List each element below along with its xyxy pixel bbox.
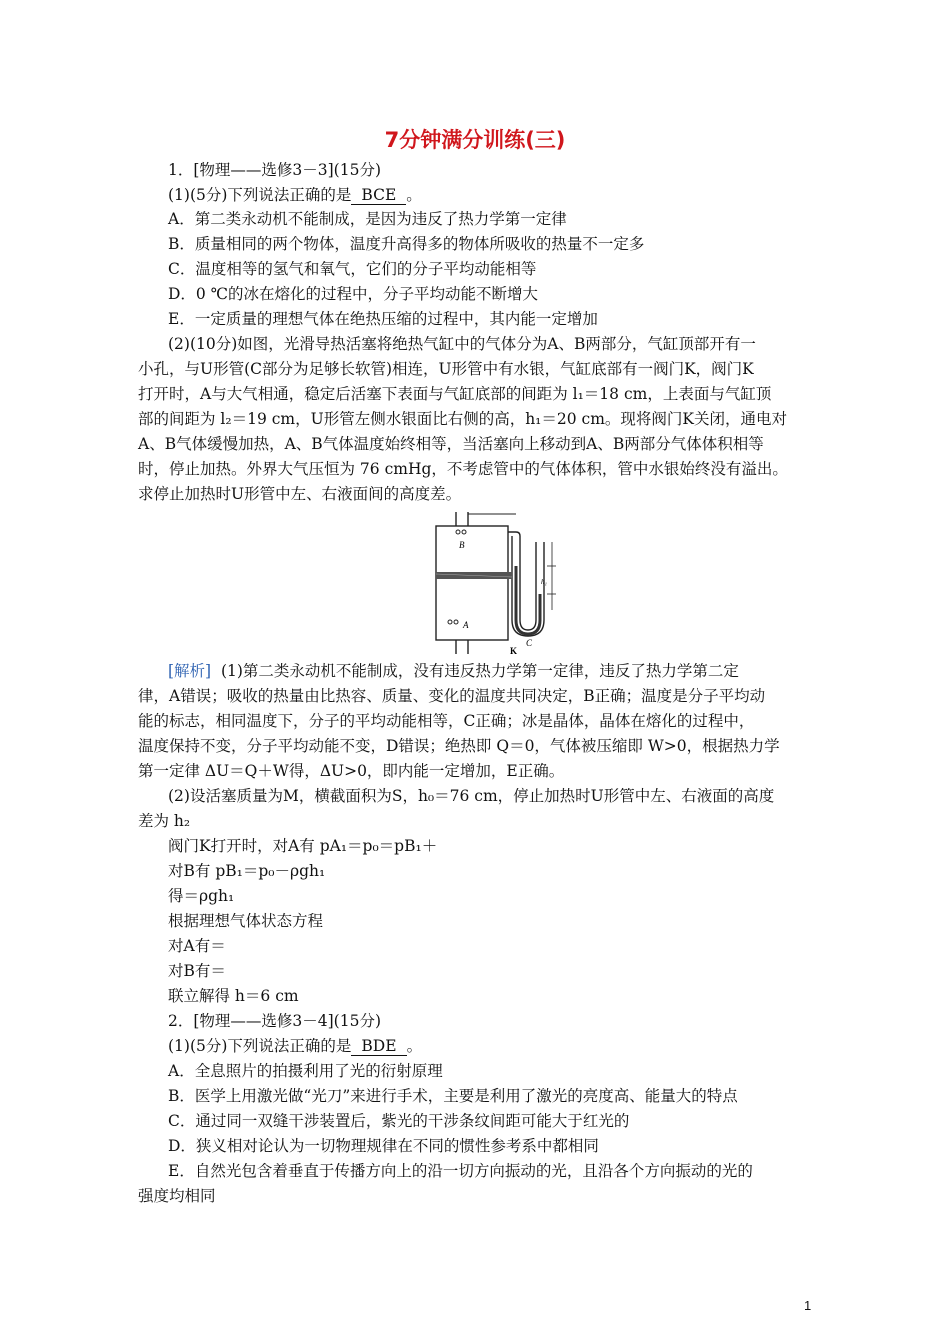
q1-heading: 1．[物理——选修3－3](15分) (168, 161, 381, 179)
q2-heading: 2．[物理——选修3－4](15分) (168, 1012, 381, 1030)
q1-part2-line: 时，停止加热。外界大气压恒为 76 cmHg，不考虑管中的气体体积，管中水银始终没有溢出。 (138, 460, 788, 478)
q2-part1 (168, 1035, 422, 1057)
q1-part1-suffix: 。 (406, 186, 422, 204)
q1-part2-line: 求停止加热时U形管中左、右液面间的高度差。 (138, 485, 462, 503)
q2-part1-prefix: (1)(5分)下列说法正确的是 (168, 1037, 352, 1055)
q2-option-a: A．全息照片的拍摄利用了光的衍射原理 (168, 1062, 443, 1080)
q1-part2-line: (2)(10分)如图，光滑导热活塞将绝热气缸中的气体分为A、B两部分，气缸顶部开有一 (168, 335, 756, 353)
sensor-b (456, 530, 460, 534)
q1-option-e: E．一定质量的理想气体在绝热压缩的过程中，其内能一定增加 (168, 310, 598, 328)
cylinder-u-tube-diagram (428, 508, 558, 656)
analysis-part2-line: 差为 h₂ (138, 812, 191, 830)
q1-part2-line: 小孔，与U形管(C部分为足够长软管)相连，U形管中有水银，气缸底部有一阀门K，阀门K (138, 360, 754, 378)
analysis-first-text: (1)第二类永动机不能制成，没有违反热力学第一定律，违反了热力学第二定 (220, 662, 739, 680)
analysis-line: 温度保持不变，分子平均动能不变，D错误；绝热即 Q＝0，气体被压缩即 W>0，根据热力学 (138, 737, 780, 755)
q1-option-d: D．0 ℃的冰在熔化的过程中，分子平均动能不断增大 (168, 285, 539, 303)
q1-part1 (168, 184, 422, 206)
label-b: B (459, 540, 465, 550)
label-c: C (526, 638, 533, 648)
q1-part2-line: 部的间距为 l₂＝19 cm，U形管左侧水银面比右侧的高，h₁＝20 cm。现将阀门K关闭，通电对 (138, 410, 787, 428)
q1-option-a: A．第二类永动机不能制成，是因为违反了热力学第一定律 (168, 210, 567, 228)
q1-part2-line: 打开时，A与大气相通，稳定后活塞下表面与气缸底部的间距为 l₁＝18 cm，上表面与气缸顶 (138, 385, 772, 403)
label-k: K (510, 646, 518, 656)
analysis-part2-line: (2)设活塞质量为M，横截面积为S，h₀＝76 cm，停止加热时U形管中左、右液面的高度 (168, 787, 775, 805)
analysis-line: 第一定律 ΔU＝Q＋W得，ΔU>0，即内能一定增加，E正确。 (138, 762, 565, 780)
page-number: 1 (804, 1298, 812, 1313)
work-line: 阀门K打开时，对A有 pA₁＝p₀＝pB₁＋ (168, 837, 438, 855)
q2-option-c: C．通过同一双缝干涉装置后，紫光的干涉条纹间距可能大于红光的 (168, 1112, 630, 1130)
work-line: 对B有 pB₁＝p₀－ρgh₁ (168, 862, 326, 880)
sensor-b (462, 530, 466, 534)
page-title: 7分钟满分训练(三) (384, 128, 566, 152)
q1-option-c: C．温度相等的氢气和氧气，它们的分子平均动能相等 (168, 260, 537, 278)
cylinder-outline (436, 526, 508, 640)
q2-option-b: B．医学上用激光做“光刀”来进行手术，主要是利用了激光的亮度高、能量大的特点 (168, 1087, 738, 1105)
work-line: 得＝ρgh₁ (168, 887, 235, 905)
sensor-a (448, 620, 452, 624)
label-h1: h₁ (541, 578, 547, 586)
analysis-first-line (168, 660, 739, 682)
sensor-a (454, 620, 458, 624)
q2-part1-answer: BDE (351, 1037, 406, 1056)
work-line: 对A有＝ (168, 937, 226, 955)
analysis-line: 律，A错误；吸收的热量由比热容、质量、变化的温度共同决定，B正确；温度是分子平均动 (138, 687, 766, 705)
analysis-line: 能的标志，相同温度下，分子的平均动能相等，C正确；冰是晶体，晶体在熔化的过程中， (138, 712, 755, 730)
work-line: 对B有＝ (168, 962, 226, 980)
q1-option-b: B．质量相同的两个物体，温度升高得多的物体所吸收的热量不一定多 (168, 235, 645, 253)
q2-option-e: E．自然光包含着垂直于传播方向上的沿一切方向振动的光，且沿各个方向振动的光的 (168, 1162, 753, 1180)
work-line: 根据理想气体状态方程 (168, 912, 324, 930)
q2-option-e-cont: 强度均相同 (138, 1187, 216, 1205)
q2-part1-suffix: 。 (406, 1037, 423, 1055)
work-line: 联立解得 h＝6 cm (168, 987, 299, 1005)
q2-option-d: D．狭义相对论认为一切物理规律在不同的惯性参考系中都相同 (168, 1137, 599, 1155)
analysis-tag: [解析] (168, 662, 212, 680)
q1-part1-prefix: (1)(5分)下列说法正确的是 (168, 186, 352, 204)
q1-part2-line: A、B气体缓慢加热，A、B气体温度始终相等，当活塞向上移动到A、B两部分气体体积相等 (138, 435, 764, 453)
label-a: A (463, 620, 469, 630)
q1-part1-answer: BCE (351, 186, 406, 205)
